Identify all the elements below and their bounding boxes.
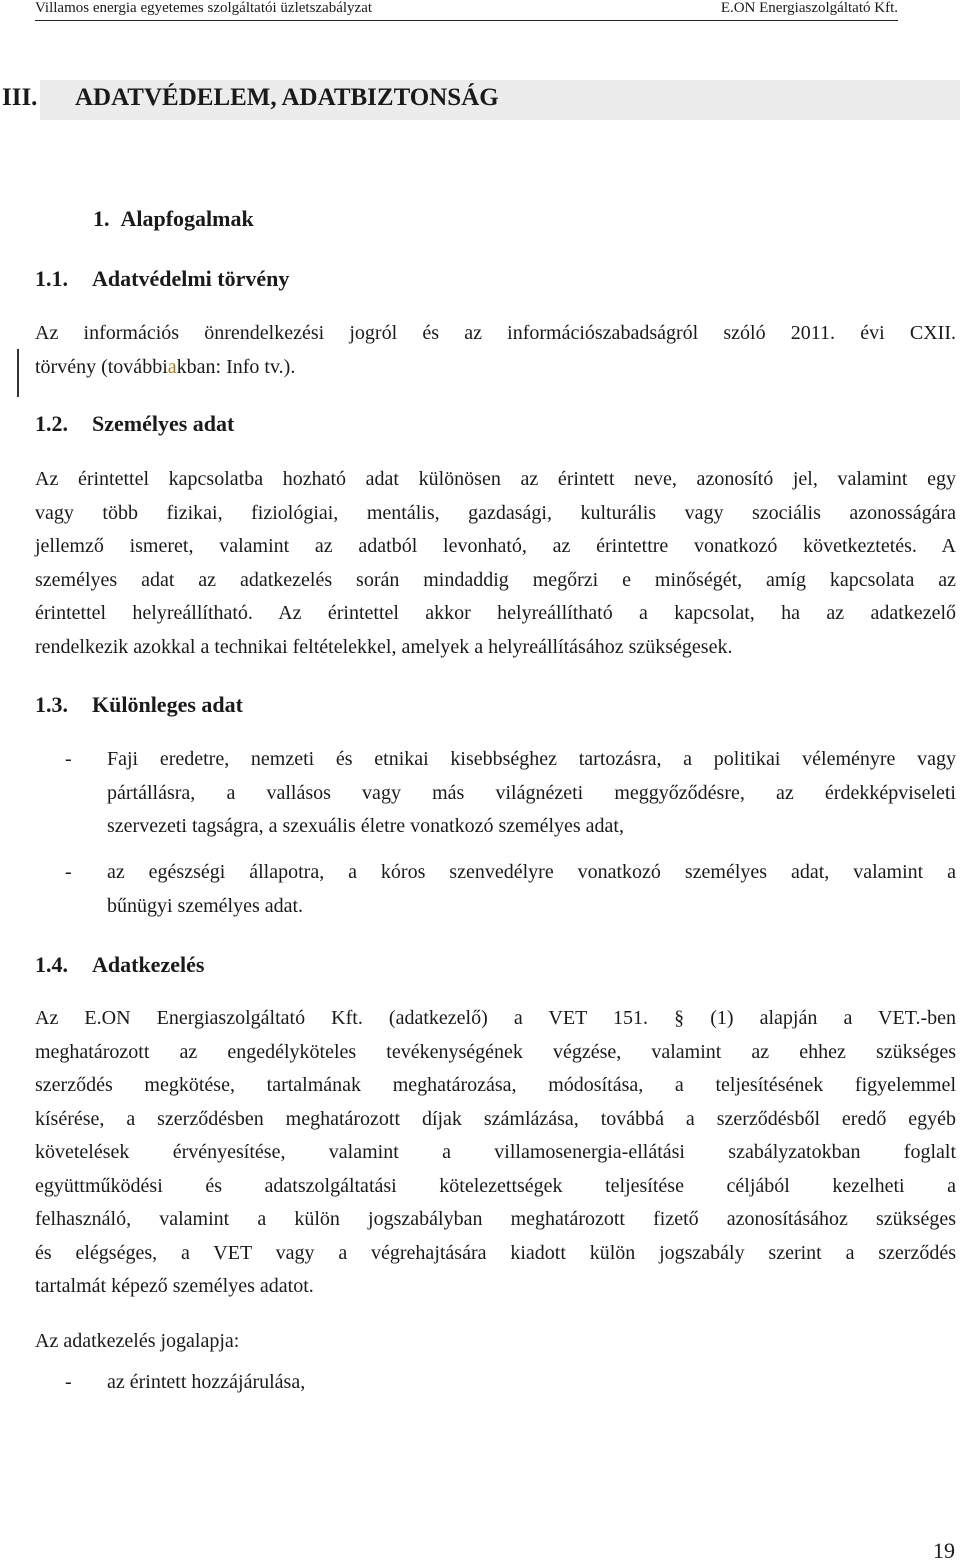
paragraph-line: vagy több fizikai, fiziológiai, mentális, gazdasági, kulturális vagy szociális azonosságára <box>35 501 956 524</box>
paragraph-legal-basis <box>35 1325 956 1359</box>
paragraph-line: együttműködési és adatszolgáltatási kötelezettségek teljesítése céljából kezelheti a <box>35 1174 956 1197</box>
list-line: szervezeti tagságra, a szexuális életre vonatkozó személyes adat, <box>107 815 624 837</box>
tracked-insertion: a <box>167 355 177 378</box>
page-number: 19 <box>933 1538 955 1563</box>
list-line: bűnügyi személyes adat. <box>107 894 304 917</box>
list-line: az érintett hozzájárulása, <box>107 1371 306 1393</box>
paragraph-line: és elégséges, a VET vagy a végrehajtására kiadott külön jogszabály szerint a szerződés <box>35 1241 956 1264</box>
subsection-title: Adatkezelés <box>92 952 205 977</box>
paragraph-line: Az E.ON Energiaszolgáltató Kft. (adatkezelő) a VET 151. § (1) alapján a VET.-ben <box>35 1007 956 1029</box>
chapter-title: ADATVÉDELEM, ADATBIZTONSÁG <box>75 84 499 111</box>
text-run: kban: Info tv.). <box>176 355 296 378</box>
paragraph-line: követelések érvényesítése, valamint a villamosenergia-ellátási szabályzatokban foglalt <box>35 1141 956 1163</box>
paragraph-line: érintettel helyreállítható. Az érintettel akkor helyreállítható a kapcsolat, ha az adatkezelő <box>35 602 956 624</box>
subsection-heading-1-1 <box>35 266 289 292</box>
list-line: Faji eredetre, nemzeti és etnikai kisebbséghez tartozásra, a politikai véleményre vagy <box>107 748 956 770</box>
subsection-title: Különleges adat <box>92 692 243 717</box>
subsection-number: 1.1. <box>35 266 68 291</box>
paragraph-line: Az adatkezelés jogalapja: <box>35 1330 240 1352</box>
chapter-number: III. <box>2 84 38 111</box>
paragraph-line: meghatározott az engedélyköteles tevékenységének végzése, valamint az ehhez szükséges <box>35 1040 956 1063</box>
paragraph-personal-data <box>35 463 956 664</box>
paragraph-line: jellemző ismeret, valamint az adatból levonható, az érintettre vonatkozó következtetés. A <box>35 535 956 557</box>
header-company-name: E.ON Energiaszolgáltató Kft. <box>720 0 898 16</box>
list-dash: - <box>65 861 72 883</box>
section-title: Alapfogalmak <box>120 206 254 231</box>
paragraph-line: szerződés megkötése, tartalmának meghatározása, módosítása, a teljesítésének figyelemmel <box>35 1074 956 1096</box>
paragraph-line <box>35 351 956 385</box>
list-line: pártállásra, a vallásos vagy más világnézeti meggyőződésre, az érdekképviseleti <box>107 781 956 804</box>
paragraph-line: tartalmát képező személyes adatot. <box>35 1275 314 1297</box>
list-dash: - <box>65 748 72 770</box>
list-item-text <box>107 743 956 844</box>
list-dash: - <box>65 1371 72 1393</box>
subsection-number: 1.3. <box>35 692 68 717</box>
subsection-heading-1-2 <box>35 411 234 437</box>
paragraph-line: felhasználó, valamint a külön jogszabályban meghatározott fizető azonosításához szükséges <box>35 1208 956 1230</box>
paragraph-data-processing <box>35 1002 956 1304</box>
subsection-number: 1.2. <box>35 411 68 436</box>
chapter-heading <box>0 80 960 120</box>
section-heading-1 <box>93 206 254 232</box>
paragraph-line: Az információs önrendelkezési jogról és az információszabadságról szóló 2011. évi CXII. <box>35 322 956 344</box>
list-line: az egészségi állapotra, a kóros szenvedélyre vonatkozó személyes adat, valamint a <box>107 861 956 883</box>
subsection-title: Személyes adat <box>92 411 235 436</box>
section-number: 1. <box>93 206 110 231</box>
paragraph-info-tv <box>35 317 956 384</box>
paragraph-line: rendelkezik azokkal a technikai feltételekkel, amelyek a helyreállításához szükségesek. <box>35 635 733 658</box>
revision-change-bar <box>17 349 19 397</box>
paragraph-line: Az érintettel kapcsolatba hozható adat különösen az érintett neve, azonosító jel, valamint egy <box>35 468 956 490</box>
list-item-text <box>107 856 956 923</box>
subsection-title: Adatvédelmi törvény <box>92 266 290 291</box>
text-run: törvény (további <box>35 355 168 378</box>
subsection-number: 1.4. <box>35 952 68 977</box>
subsection-heading-1-3 <box>35 692 243 718</box>
page-header <box>35 0 898 21</box>
paragraph-line: kísérése, a szerződésben meghatározott díjak számlázása, továbbá a szerződésből eredő egyéb <box>35 1107 956 1130</box>
header-document-title: Villamos energia egyetemes szolgáltatói üzletszabályzat <box>35 0 373 16</box>
subsection-heading-1-4 <box>35 952 204 978</box>
list-item-text <box>107 1366 956 1400</box>
paragraph-line: személyes adat az adatkezelés során mindaddig megőrzi e minőségét, amíg kapcsolata az <box>35 568 956 591</box>
